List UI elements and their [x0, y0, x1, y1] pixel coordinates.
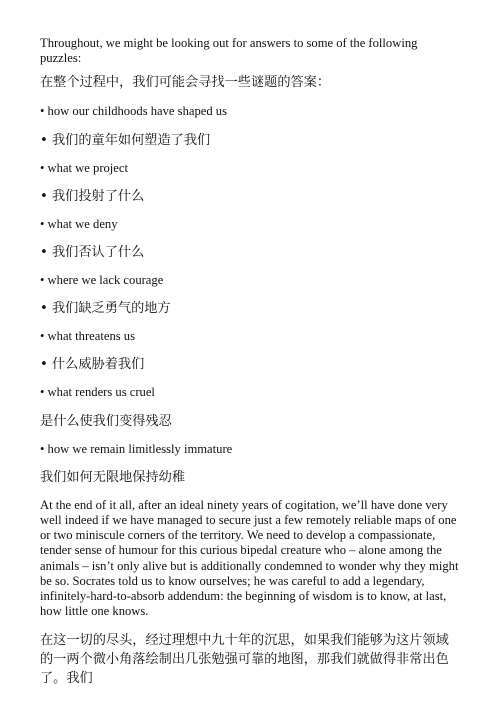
conclusion-paragraph-zh: 在这一切的尽头，经过理想中九十年的沉思，如果我们能够为这片领域的一两个微小角落绘制出几张勉强可靠的地图，那我们就做得非常出色了。我们	[40, 633, 449, 687]
intro-text-en: Throughout, we might be looking out for answers to some of the following puzzles:	[40, 36, 418, 66]
bullet-en: • what renders us cruel	[40, 385, 155, 400]
bullet-zh: • 什么威胁着我们	[40, 357, 145, 373]
bullet-en: • what we project	[40, 160, 128, 175]
intro-text-zh: 在整个过程中，我们可能会寻找一些谜题的答案：	[40, 75, 331, 91]
bullet-en: • what threatens us	[40, 329, 135, 344]
bullet-en: • how we remain limitlessly immature	[40, 441, 233, 456]
bullet-zh: • 我们缺乏勇气的地方	[40, 301, 171, 317]
bullet-zh: • 我们否认了什么	[40, 245, 145, 261]
bullet-zh: • 我们的童年如何塑造了我们	[40, 132, 211, 148]
bullet-zh: • 我们投射了什么	[40, 188, 145, 204]
bullet-zh: 我们如何无限地保持幼稚	[40, 469, 186, 485]
conclusion-paragraph-en: At the end of it all, after an ideal ninety years of cogitation, we’ll have done very well indeed if we have managed to secure just a few remotely reliable maps of one or two miniscule corners of the territory. We need to develop a compassionate, tender sense of humour for this curious bipedal creature who – alone among the animals – isn’t only alive but is additionally condemned to wonder why they might be so. Socrates told us to know ourselves; he was careful to add a legendary, infinitely-hard-to-absorb addendum: the beginning of wisdom is to know, at last, how little one knows.	[40, 497, 459, 619]
bullet-en: • how our childhoods have shaped us	[40, 104, 227, 119]
document-page	[40, 36, 460, 688]
bullet-zh: 是什么使我们变得残忍	[40, 413, 172, 429]
bullet-en: • where we lack courage	[40, 273, 164, 288]
bullet-en: • what we deny	[40, 216, 118, 231]
